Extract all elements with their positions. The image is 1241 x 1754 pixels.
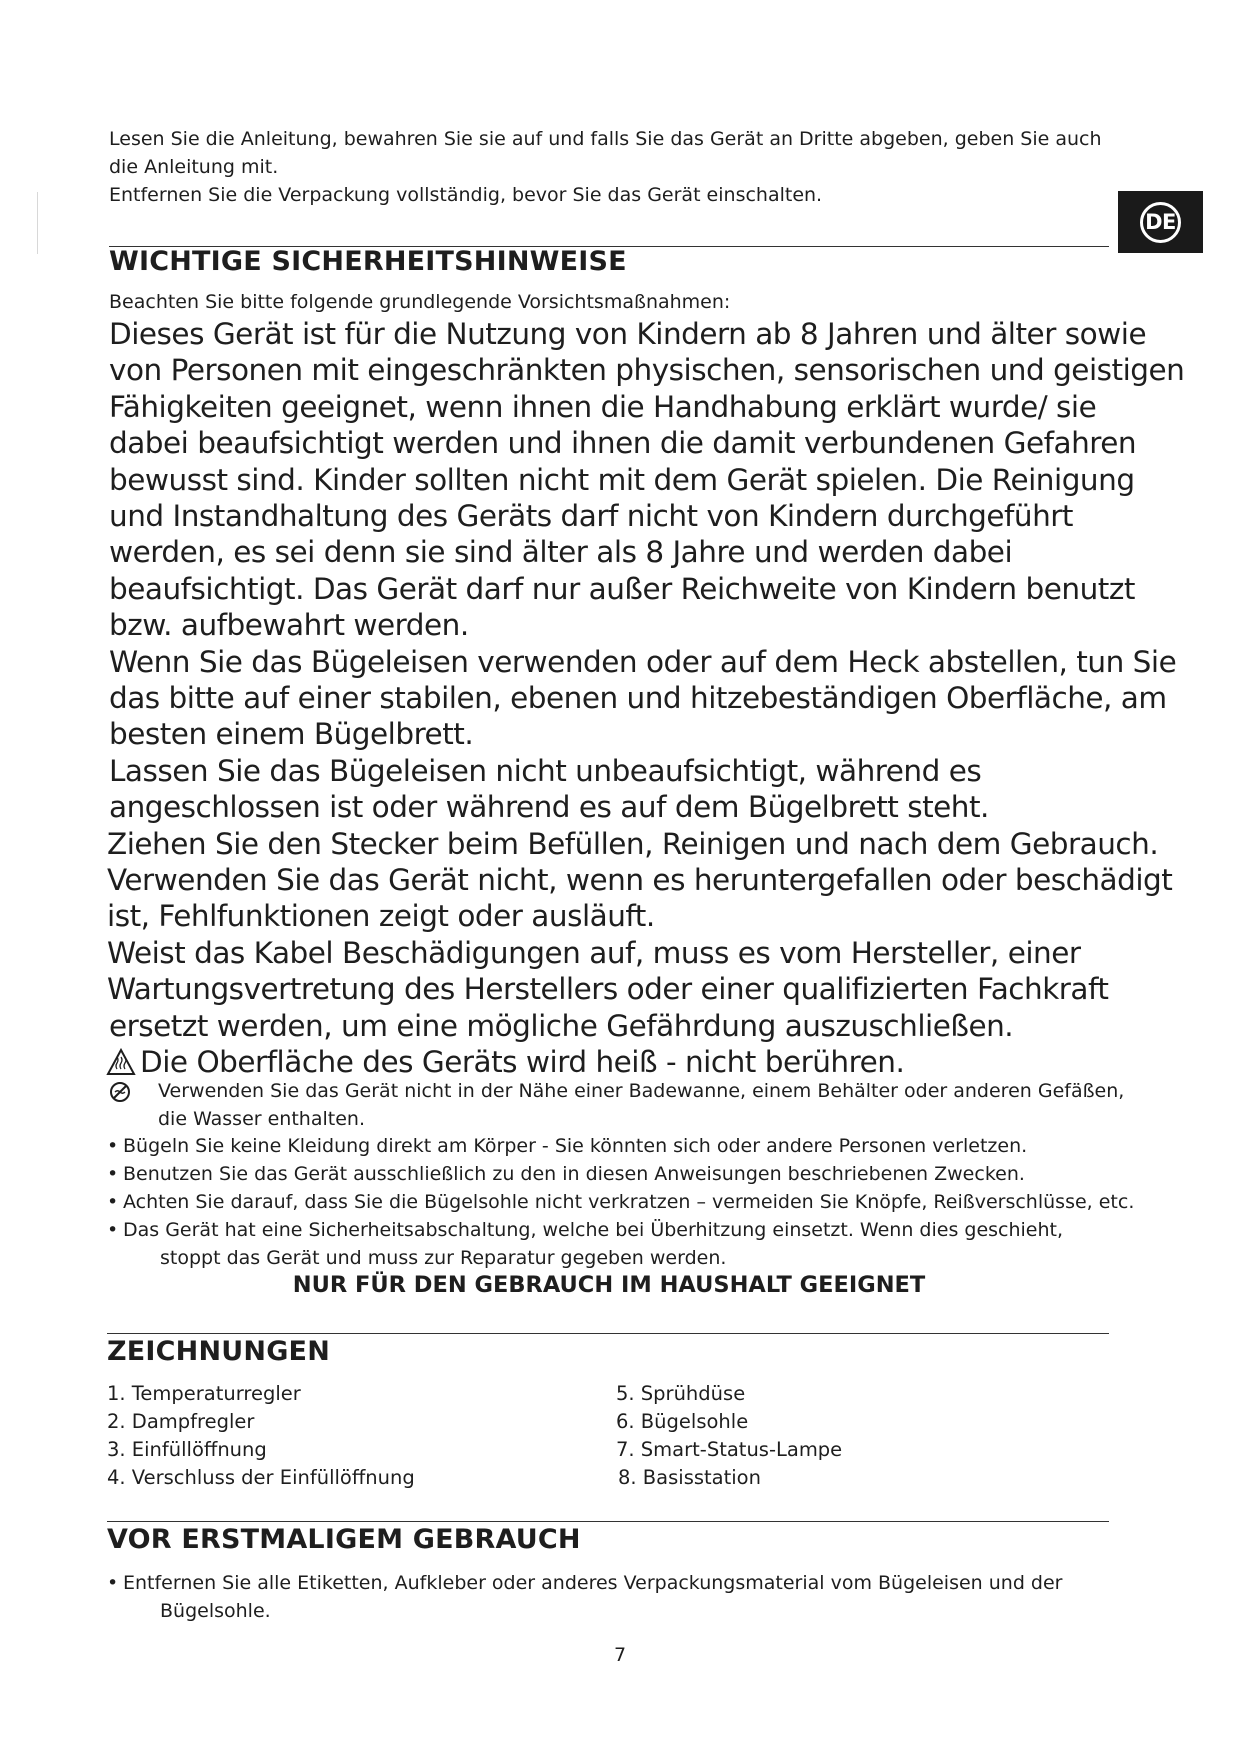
safety-text-line: ist, Fehlfunktionen zeigt oder ausläuft.: [107, 899, 655, 933]
safety-text-line: bewusst sind. Kinder sollten nicht mit dem Gerät spielen. Die Reinigung: [109, 463, 1135, 497]
drawings-heading: ZEICHNUNGEN: [107, 1336, 330, 1367]
bullet-marker: •: [107, 1163, 119, 1185]
first-use-bullet-line-2: Bügelsohle.: [160, 1600, 271, 1622]
safety-text-line: Lassen Sie das Bügeleisen nicht unbeaufsichtigt, während es: [109, 754, 982, 788]
safety-text-line: Ziehen Sie den Stecker beim Befüllen, Reinigen und nach dem Gebrauch.: [107, 827, 1159, 861]
safety-text-line: besten einem Bügelbrett.: [109, 717, 474, 751]
drawing-part-5: 5. Sprühdüse: [616, 1382, 746, 1405]
safety-heading: WICHTIGE SICHERHEITSHINWEISE: [109, 246, 627, 277]
drawing-part-4: 4. Verschluss der Einfüllöffnung: [107, 1466, 415, 1489]
drawings-rule: [107, 1333, 1109, 1334]
safety-text-line: angeschlossen ist oder während es auf dem Bügelbrett steht.: [109, 790, 989, 824]
safety-text-line: werden, es sei denn sie sind älter als 8 Jahre und werden dabei: [109, 535, 1013, 569]
first-use-rule: [107, 1521, 1109, 1522]
safety-text-line: Weist das Kabel Beschädigungen auf, muss es vom Hersteller, einer: [107, 936, 1081, 970]
bullet-marker: •: [107, 1191, 119, 1213]
household-notice: NUR FÜR DEN GEBRAUCH IM HAUSHALT GEEIGNET: [292, 1272, 926, 1298]
safety-bullet-4-line-2: stoppt das Gerät und muss zur Reparatur gegeben werden.: [160, 1247, 727, 1269]
intro-line-1: Lesen Sie die Anleitung, bewahren Sie sie auf und falls Sie das Gerät an Dritte abgeben, geben Sie auch: [109, 128, 1102, 150]
safety-text-line: und Instandhaltung des Geräts darf nicht von Kindern durchgeführt: [109, 499, 1074, 533]
safety-bullet-4-line-1: Das Gerät hat eine Sicherheitsabschaltung, welche bei Überhitzung einsetzt. Wenn dies geschieht,: [123, 1219, 1064, 1241]
bullet-marker: •: [107, 1219, 119, 1241]
safety-text-line: Wartungsvertretung des Herstellers oder einer qualifizierten Fachkraft: [107, 972, 1109, 1006]
drawing-part-8: 8. Basisstation: [618, 1466, 761, 1489]
safety-text-line: das bitte auf einer stabilen, ebenen und hitzebeständigen Oberfläche, am: [109, 681, 1167, 715]
scan-edge-line: [37, 192, 38, 254]
drawing-part-6: 6. Bügelsohle: [616, 1410, 749, 1433]
safety-subtitle: Beachten Sie bitte folgende grundlegende Vorsichtsmaßnahmen:: [109, 291, 731, 313]
safety-text-line: bzw. aufbewahrt werden.: [109, 608, 469, 642]
hot-surface-warning: Die Oberfläche des Geräts wird heiß - nicht berühren.: [140, 1045, 905, 1079]
no-water-prohibition-icon: [109, 1081, 131, 1103]
bullet-marker: •: [107, 1135, 119, 1157]
drawing-part-2: 2. Dampfregler: [107, 1410, 255, 1433]
drawing-part-7: 7. Smart-Status-Lampe: [616, 1438, 843, 1461]
first-use-heading: VOR ERSTMALIGEM GEBRAUCH: [107, 1524, 581, 1555]
safety-bullet-2: Benutzen Sie das Gerät ausschließlich zu den in diesen Anweisungen beschriebenen Zwecken.: [123, 1163, 1025, 1185]
safety-text-line: Verwenden Sie das Gerät nicht, wenn es heruntergefallen oder beschädigt: [107, 863, 1173, 897]
safety-bullet-3: Achten Sie darauf, dass Sie die Bügelsohle nicht verkratzen – vermeiden Sie Knöpfe, Reißverschlüsse, etc.: [123, 1191, 1135, 1213]
hot-surface-warning-icon: [106, 1048, 136, 1076]
intro-line-3: Entfernen Sie die Verpackung vollständig, bevor Sie das Gerät einschalten.: [109, 184, 823, 206]
safety-bullet-1: Bügeln Sie keine Kleidung direkt am Körper - Sie könnten sich oder andere Personen verletzen.: [123, 1135, 1028, 1157]
drawing-part-3: 3. Einfüllöffnung: [107, 1438, 267, 1461]
safety-text-line: Fähigkeiten geeignet, wenn ihnen die Handhabung erklärt wurde/ sie: [109, 390, 1097, 424]
safety-text-line: ersetzt werden, um eine mögliche Gefährdung auszuschließen.: [109, 1009, 1014, 1043]
water-warning-line-1: Verwenden Sie das Gerät nicht in der Nähe einer Badewanne, einem Behälter oder anderen Gefäßen,: [158, 1080, 1125, 1102]
intro-line-2: die Anleitung mit.: [109, 156, 279, 178]
first-use-bullet-line-1: Entfernen Sie alle Etiketten, Aufkleber oder anderes Verpackungsmaterial vom Bügeleisen und der: [123, 1572, 1063, 1594]
page-number: 7: [613, 1644, 627, 1666]
safety-text-line: beaufsichtigt. Das Gerät darf nur außer Reichweite von Kindern benutzt: [109, 572, 1135, 606]
safety-text-line: dabei beaufsichtigt werden und ihnen die damit verbundenen Gefahren: [109, 426, 1137, 460]
drawing-part-1: 1. Temperaturregler: [107, 1382, 301, 1405]
safety-text-line: Wenn Sie das Bügeleisen verwenden oder auf dem Heck abstellen, tun Sie: [109, 645, 1177, 679]
water-warning-line-2: die Wasser enthalten.: [158, 1108, 365, 1130]
language-badge: DE: [1140, 202, 1181, 243]
safety-text-line: Dieses Gerät ist für die Nutzung von Kindern ab 8 Jahren und älter sowie: [109, 317, 1147, 351]
language-tab: [1118, 191, 1203, 253]
safety-text-line: von Personen mit eingeschränkten physischen, sensorischen und geistigen: [109, 353, 1185, 387]
bullet-marker: •: [107, 1572, 119, 1594]
